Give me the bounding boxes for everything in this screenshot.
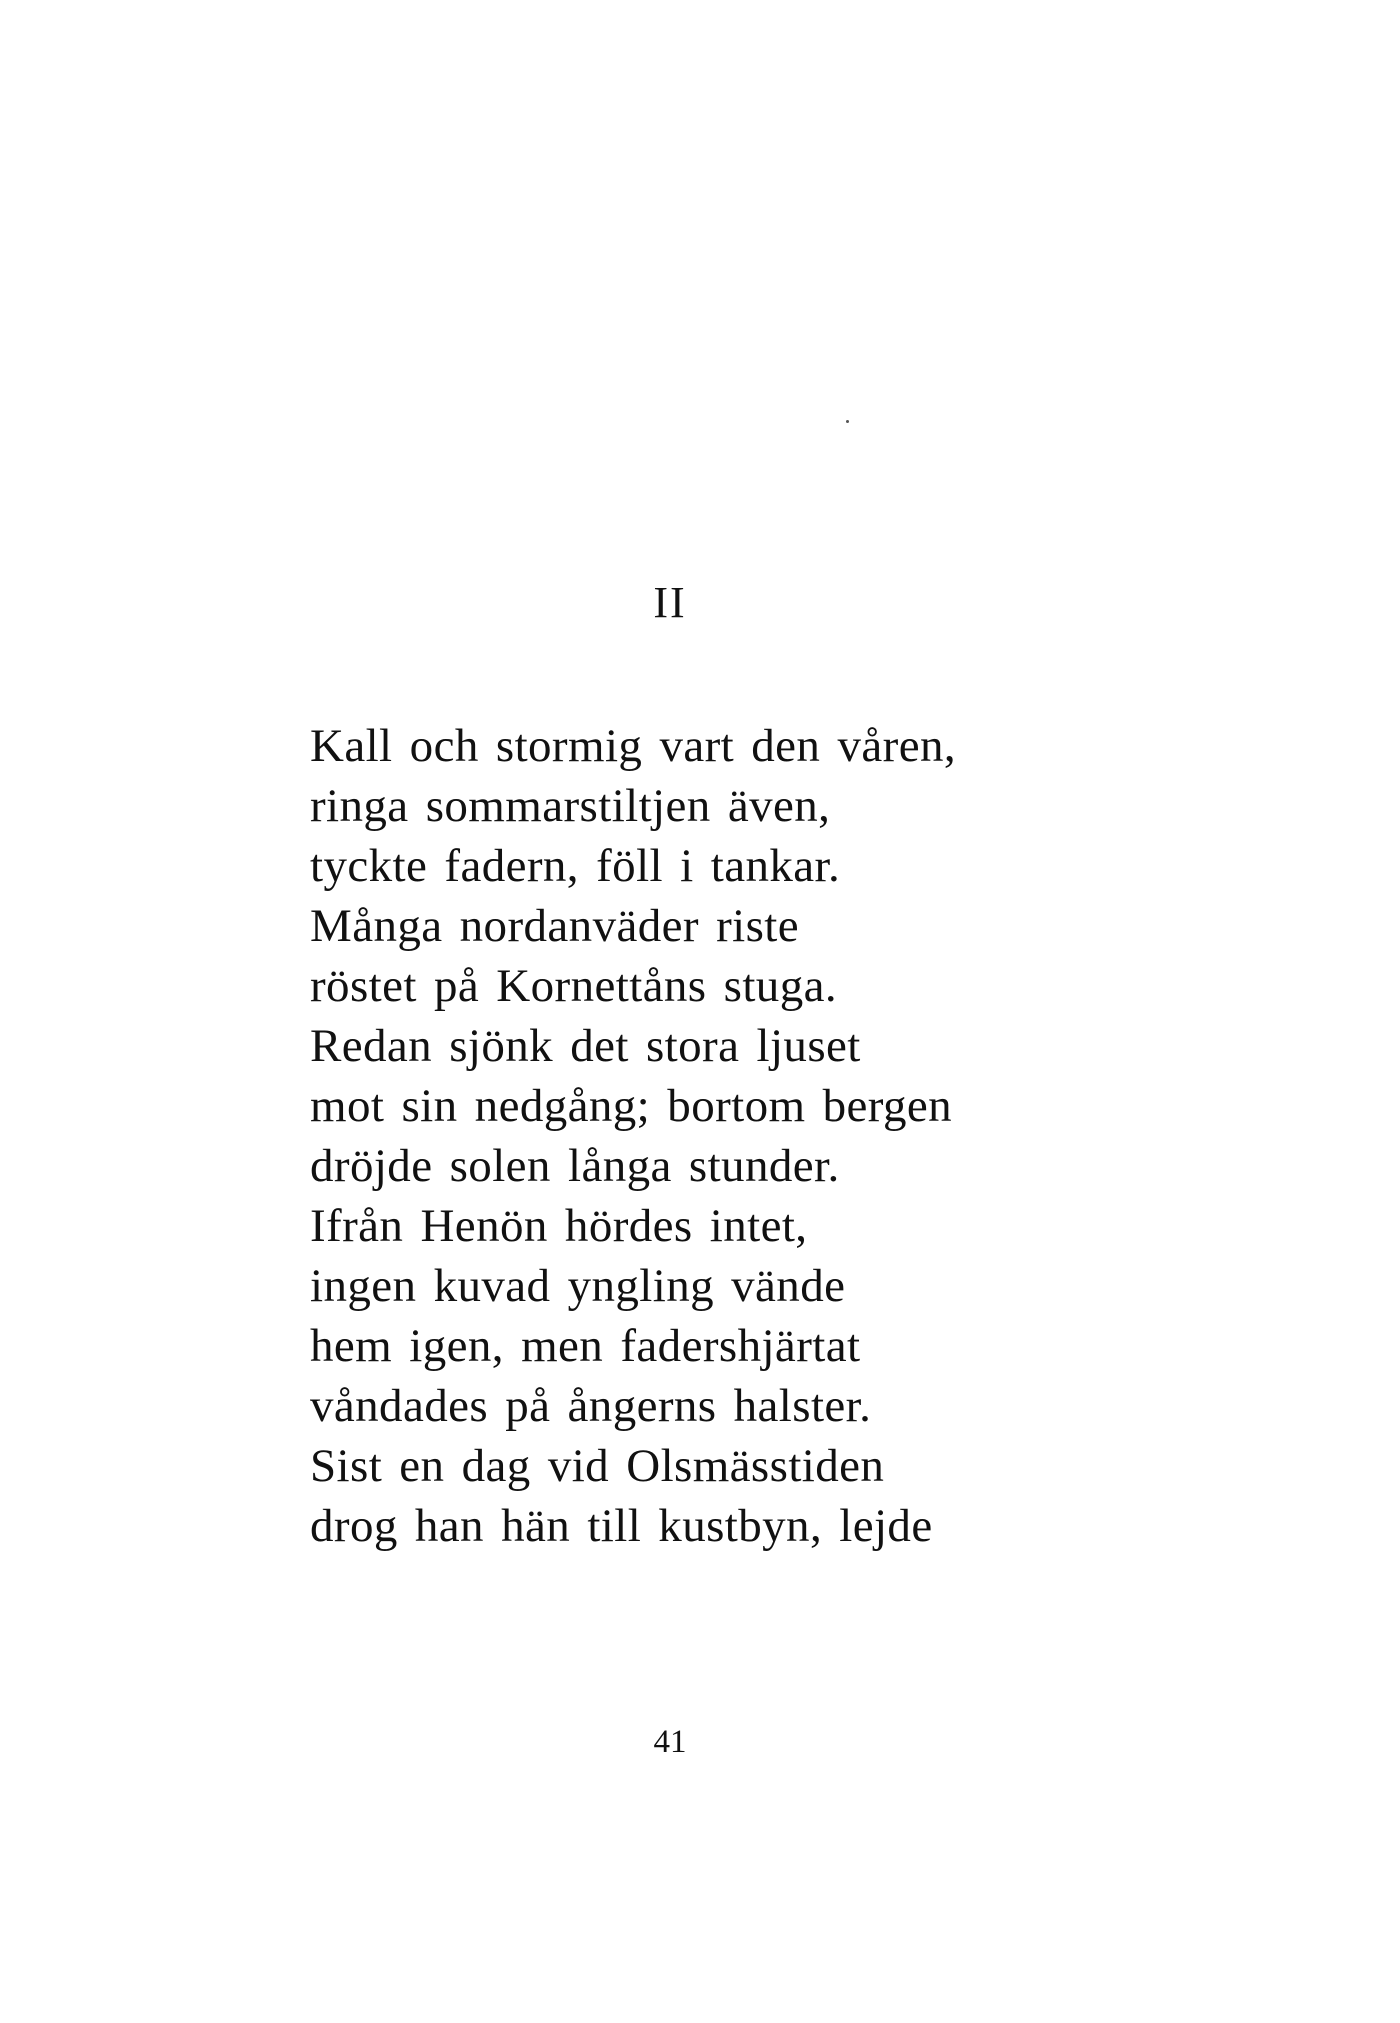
poem-line: drog han hän till kustbyn, lejde [310, 1500, 933, 1552]
poem-line: hem igen, men fadershjärtat [310, 1320, 861, 1372]
poem-line: dröjde solen långa stunder. [310, 1140, 840, 1192]
poem-line: våndades på ångerns halster. [310, 1380, 872, 1432]
poem-line: Kall och stormig vart den våren, [310, 720, 956, 772]
poem-line: röstet på Kornettåns stuga. [310, 960, 838, 1012]
page-number: 41 [653, 1724, 687, 1760]
poem-stanza [310, 716, 1310, 1556]
poem-line: mot sin nedgång; bortom bergen [310, 1080, 953, 1132]
poem-line: Redan sjönk det stora ljuset [310, 1020, 861, 1072]
section-numeral: II [653, 578, 687, 627]
poem-line: Ifrån Henön hördes intet, [310, 1200, 808, 1252]
poem-line: Sist en dag vid Olsmässtiden [310, 1440, 885, 1492]
poem-line: ringa sommarstiltjen även, [310, 780, 831, 832]
print-speck [846, 420, 849, 423]
poem-line: Många nordanväder riste [310, 900, 800, 952]
poem-line: ingen kuvad yngling vände [310, 1260, 846, 1312]
poem-line: tyckte fadern, föll i tankar. [310, 840, 841, 892]
